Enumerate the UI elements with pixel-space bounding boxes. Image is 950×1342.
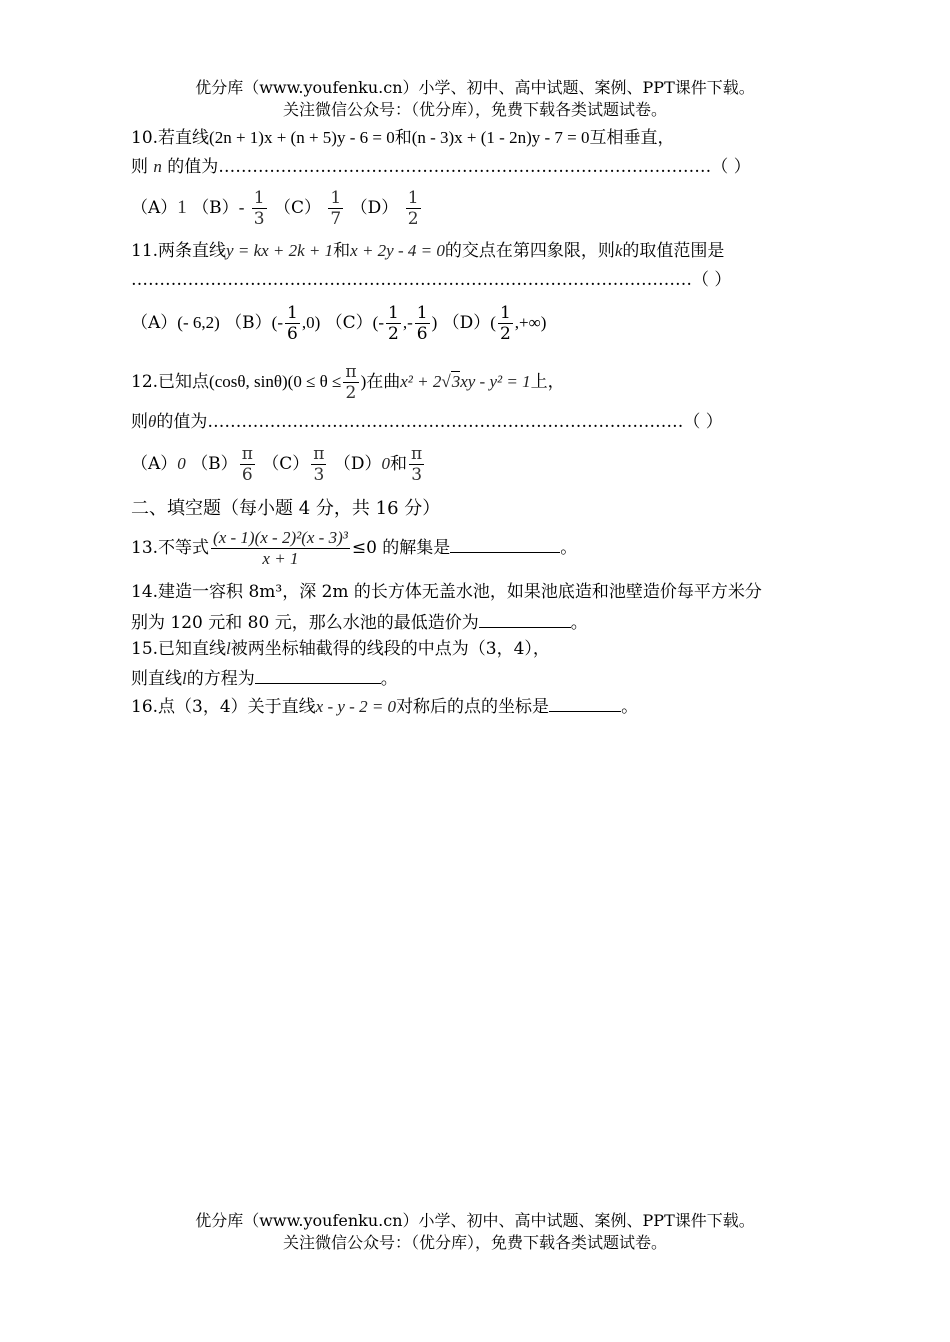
question-13 — [131, 528, 577, 569]
q12-option-d-label: （D） — [333, 454, 382, 474]
q11-variable: k — [614, 241, 623, 260]
q11-option-c-den-1: 2 — [388, 324, 399, 344]
q12-two: 2 — [345, 383, 357, 403]
q15-variable-2: l — [182, 669, 187, 688]
q12-point: (cosθ, sinθ)(0 ≤ θ ≤ — [209, 372, 342, 391]
question-16 — [131, 693, 638, 719]
footer-line-1: 优分库（www.youfenku.cn）小学、初中、高中试题、案例、PPT课件下载。 — [195, 1211, 755, 1230]
q10-option-c-fraction — [328, 188, 343, 229]
q10-suffix: 互相垂直， — [589, 128, 675, 148]
question-10-options — [131, 188, 423, 229]
q11-option-b-post: ,0) — [301, 313, 321, 332]
q10-option-d-label: （D） — [350, 198, 399, 218]
q12-option-d-zero: 0 — [381, 454, 391, 473]
q10-option-d-fraction — [406, 188, 421, 229]
q12-variable: θ — [148, 412, 157, 431]
q10-variable: n — [153, 157, 162, 176]
q12-line2-post: 的值为…………………………………………………………………………（ ） — [156, 412, 723, 432]
q10-line2-pre: 则 — [131, 157, 154, 177]
q11-option-b-den: 6 — [287, 324, 298, 344]
q11-option-c-fraction-2 — [415, 303, 430, 344]
q10-option-b-num: 1 — [253, 188, 265, 208]
q11-option-d-pre: ( — [490, 313, 496, 332]
q16-equation: x - y - 2 = 0 — [315, 697, 397, 716]
q11-option-c-post: ) — [431, 313, 438, 332]
q11-equation-1: y = kx + 2k + 1 — [226, 241, 334, 260]
q13-denominator: x + 1 — [262, 549, 299, 568]
q15-answer-blank[interactable] — [255, 665, 381, 684]
question-11-options — [131, 303, 546, 344]
q10-option-b-fraction — [252, 188, 267, 229]
q11-suffix: 的取值范围是 — [622, 241, 725, 261]
q11-option-c-pre: (- — [372, 313, 384, 332]
q12-curve-part-a: x² + 2 — [400, 372, 442, 391]
q11-option-a-label: （A） — [131, 313, 178, 333]
q12-option-d-and: 和 — [390, 454, 408, 474]
q11-option-d-post: ,+∞) — [514, 313, 547, 332]
q10-option-c-label: （C） — [274, 198, 322, 218]
question-15-line-1 — [131, 637, 550, 661]
q11-option-d-num: 1 — [499, 303, 511, 323]
q11-option-c-fraction-1 — [386, 303, 401, 344]
q15-line2-pre: 则直线 — [131, 669, 182, 689]
q16-answer-blank[interactable] — [549, 693, 621, 712]
q13-numerator: (x - 1)(x - 2)²(x - 3)³ — [213, 528, 348, 547]
q10-equation-2: (n - 3)x + (1 - 2n)y - 7 = 0 — [411, 128, 590, 147]
q11-option-c-label: （C） — [325, 313, 373, 333]
q12-option-c-num: π — [313, 444, 325, 464]
q12-option-b-label: （B） — [191, 454, 238, 474]
q12-pi: π — [345, 362, 357, 382]
q12-option-c-label: （C） — [262, 454, 310, 474]
q16-end: 。 — [621, 697, 639, 717]
q12-option-d-num: π — [411, 444, 423, 464]
section-2-heading: 二、填空题（每小题 4 分，共 16 分） — [131, 498, 441, 519]
q11-option-d-den: 2 — [499, 324, 511, 344]
q10-prefix: 10.若直线 — [131, 128, 210, 148]
q12-option-b-num: π — [241, 444, 253, 464]
q11-option-c-mid: ,- — [402, 313, 413, 332]
q12-option-a-value: 0 — [177, 454, 186, 473]
q10-line2-post: 的值为……………………………………………………………………………（ ） — [161, 157, 751, 177]
header-line-2: 关注微信公众号：（优分库），免费下载各类试题试卷。 — [282, 100, 667, 119]
q12-suffix: 上， — [530, 372, 565, 392]
question-10-line-2 — [131, 155, 751, 179]
q12-curve-part-b: xy - y² = 1 — [460, 372, 531, 391]
q14-end: 。 — [570, 613, 588, 633]
q12-option-c-fraction — [311, 444, 326, 485]
q16-suffix: 对称后的点的坐标是 — [396, 697, 550, 717]
q15-line1-pre: 15.已知直线 — [131, 639, 227, 659]
q15-variable-1: l — [226, 639, 231, 658]
q10-option-b-den: 3 — [253, 209, 265, 229]
q11-option-c-num-2: 1 — [416, 303, 428, 323]
q11-connector: 和 — [333, 241, 351, 261]
q15-line1-post: 被两坐标轴截得的线段的中点为（3，4）， — [230, 639, 550, 659]
q10-option-c-num: 1 — [330, 188, 342, 208]
q10-option-b-sign: - — [238, 198, 245, 217]
q13-suffix: ≤0 的解集是 — [351, 538, 451, 558]
q10-option-c-den: 7 — [330, 209, 342, 229]
q12-line2-pre: 则 — [131, 412, 148, 432]
q12-option-b-den: 6 — [241, 465, 253, 485]
q12-pi-over-2 — [343, 362, 358, 403]
question-12-line-2 — [131, 410, 723, 434]
q12-curve-sqrt: 3 — [451, 372, 461, 391]
q11-option-b-pre: (- — [271, 313, 283, 332]
q12-text: 在曲 — [366, 372, 401, 392]
q11-option-a-value: (- 6,2) — [177, 313, 220, 332]
q11-option-d-fraction — [498, 303, 513, 344]
question-10-line-1 — [131, 126, 675, 150]
header-line-1: 优分库（www.youfenku.cn）小学、初中、高中试题、案例、PPT课件下载。 — [195, 78, 755, 97]
q11-option-b-label: （B） — [225, 313, 272, 333]
question-15-line-2 — [131, 665, 398, 691]
footer-line-2: 关注微信公众号：（优分库），免费下载各类试题试卷。 — [282, 1233, 667, 1252]
q10-option-a-label: （A） — [131, 198, 178, 218]
q10-connector: 和 — [394, 128, 412, 148]
q12-option-d-fraction — [409, 444, 424, 485]
q11-prefix: 11.两条直线 — [131, 241, 227, 261]
q13-answer-blank[interactable] — [450, 534, 560, 553]
q12-option-d-den: 3 — [411, 465, 423, 485]
q12-option-c-den: 3 — [313, 465, 325, 485]
q10-option-b-label: （B） — [192, 198, 239, 218]
q10-option-d-num: 1 — [407, 188, 419, 208]
question-12-options — [131, 444, 426, 485]
q11-option-b-fraction — [285, 303, 300, 344]
q12-option-b-fraction — [240, 444, 255, 485]
question-11-line-2: ………………………………………………………………………………………（ ） — [131, 270, 732, 290]
q13-fraction — [211, 528, 350, 569]
question-12-line-1: 12.已知点(cosθ, sinθ)(0 ≤ θ ≤ $\frac{\pi}{2}$ )在曲x² + 2√3xy - y² = 1上， — [131, 362, 565, 403]
q14-line2-text: 别为 120 元和 80 元，那么水池的最低造价为 — [131, 613, 479, 633]
q10-option-a-value: 1 — [177, 197, 187, 218]
q13-prefix: 13.不等式 — [131, 538, 210, 558]
q11-option-c-num-1: 1 — [388, 303, 399, 323]
q13-end: 。 — [560, 538, 578, 558]
q11-option-c-den-2: 6 — [416, 324, 428, 344]
q14-answer-blank[interactable] — [479, 609, 571, 628]
question-14-line-1: 14.建造一容积 8m³，深 2m 的长方体无盖水池，如果池底造和池壁造价每平方米分 — [131, 582, 762, 602]
q16-prefix: 16.点（3，4）关于直线 — [131, 697, 316, 717]
q10-option-d-den: 2 — [407, 209, 419, 229]
q12-option-a-label: （A） — [131, 454, 178, 474]
q11-option-d-label: （D） — [442, 313, 491, 333]
q11-text: 的交点在第四象限，则 — [444, 241, 615, 261]
q10-equation-1: (2n + 1)x + (n + 5)y - 6 = 0 — [209, 128, 395, 147]
question-11-line-1 — [131, 239, 724, 263]
question-14-line-2 — [131, 609, 588, 635]
q12-prefix: 12.已知点 — [131, 372, 210, 392]
q11-option-b-num: 1 — [287, 303, 298, 323]
q15-line2-post: 的方程为 — [186, 669, 255, 689]
q12-close: ) — [360, 372, 367, 391]
q15-end: 。 — [380, 669, 398, 689]
q11-equation-2: x + 2y - 4 = 0 — [350, 241, 445, 260]
